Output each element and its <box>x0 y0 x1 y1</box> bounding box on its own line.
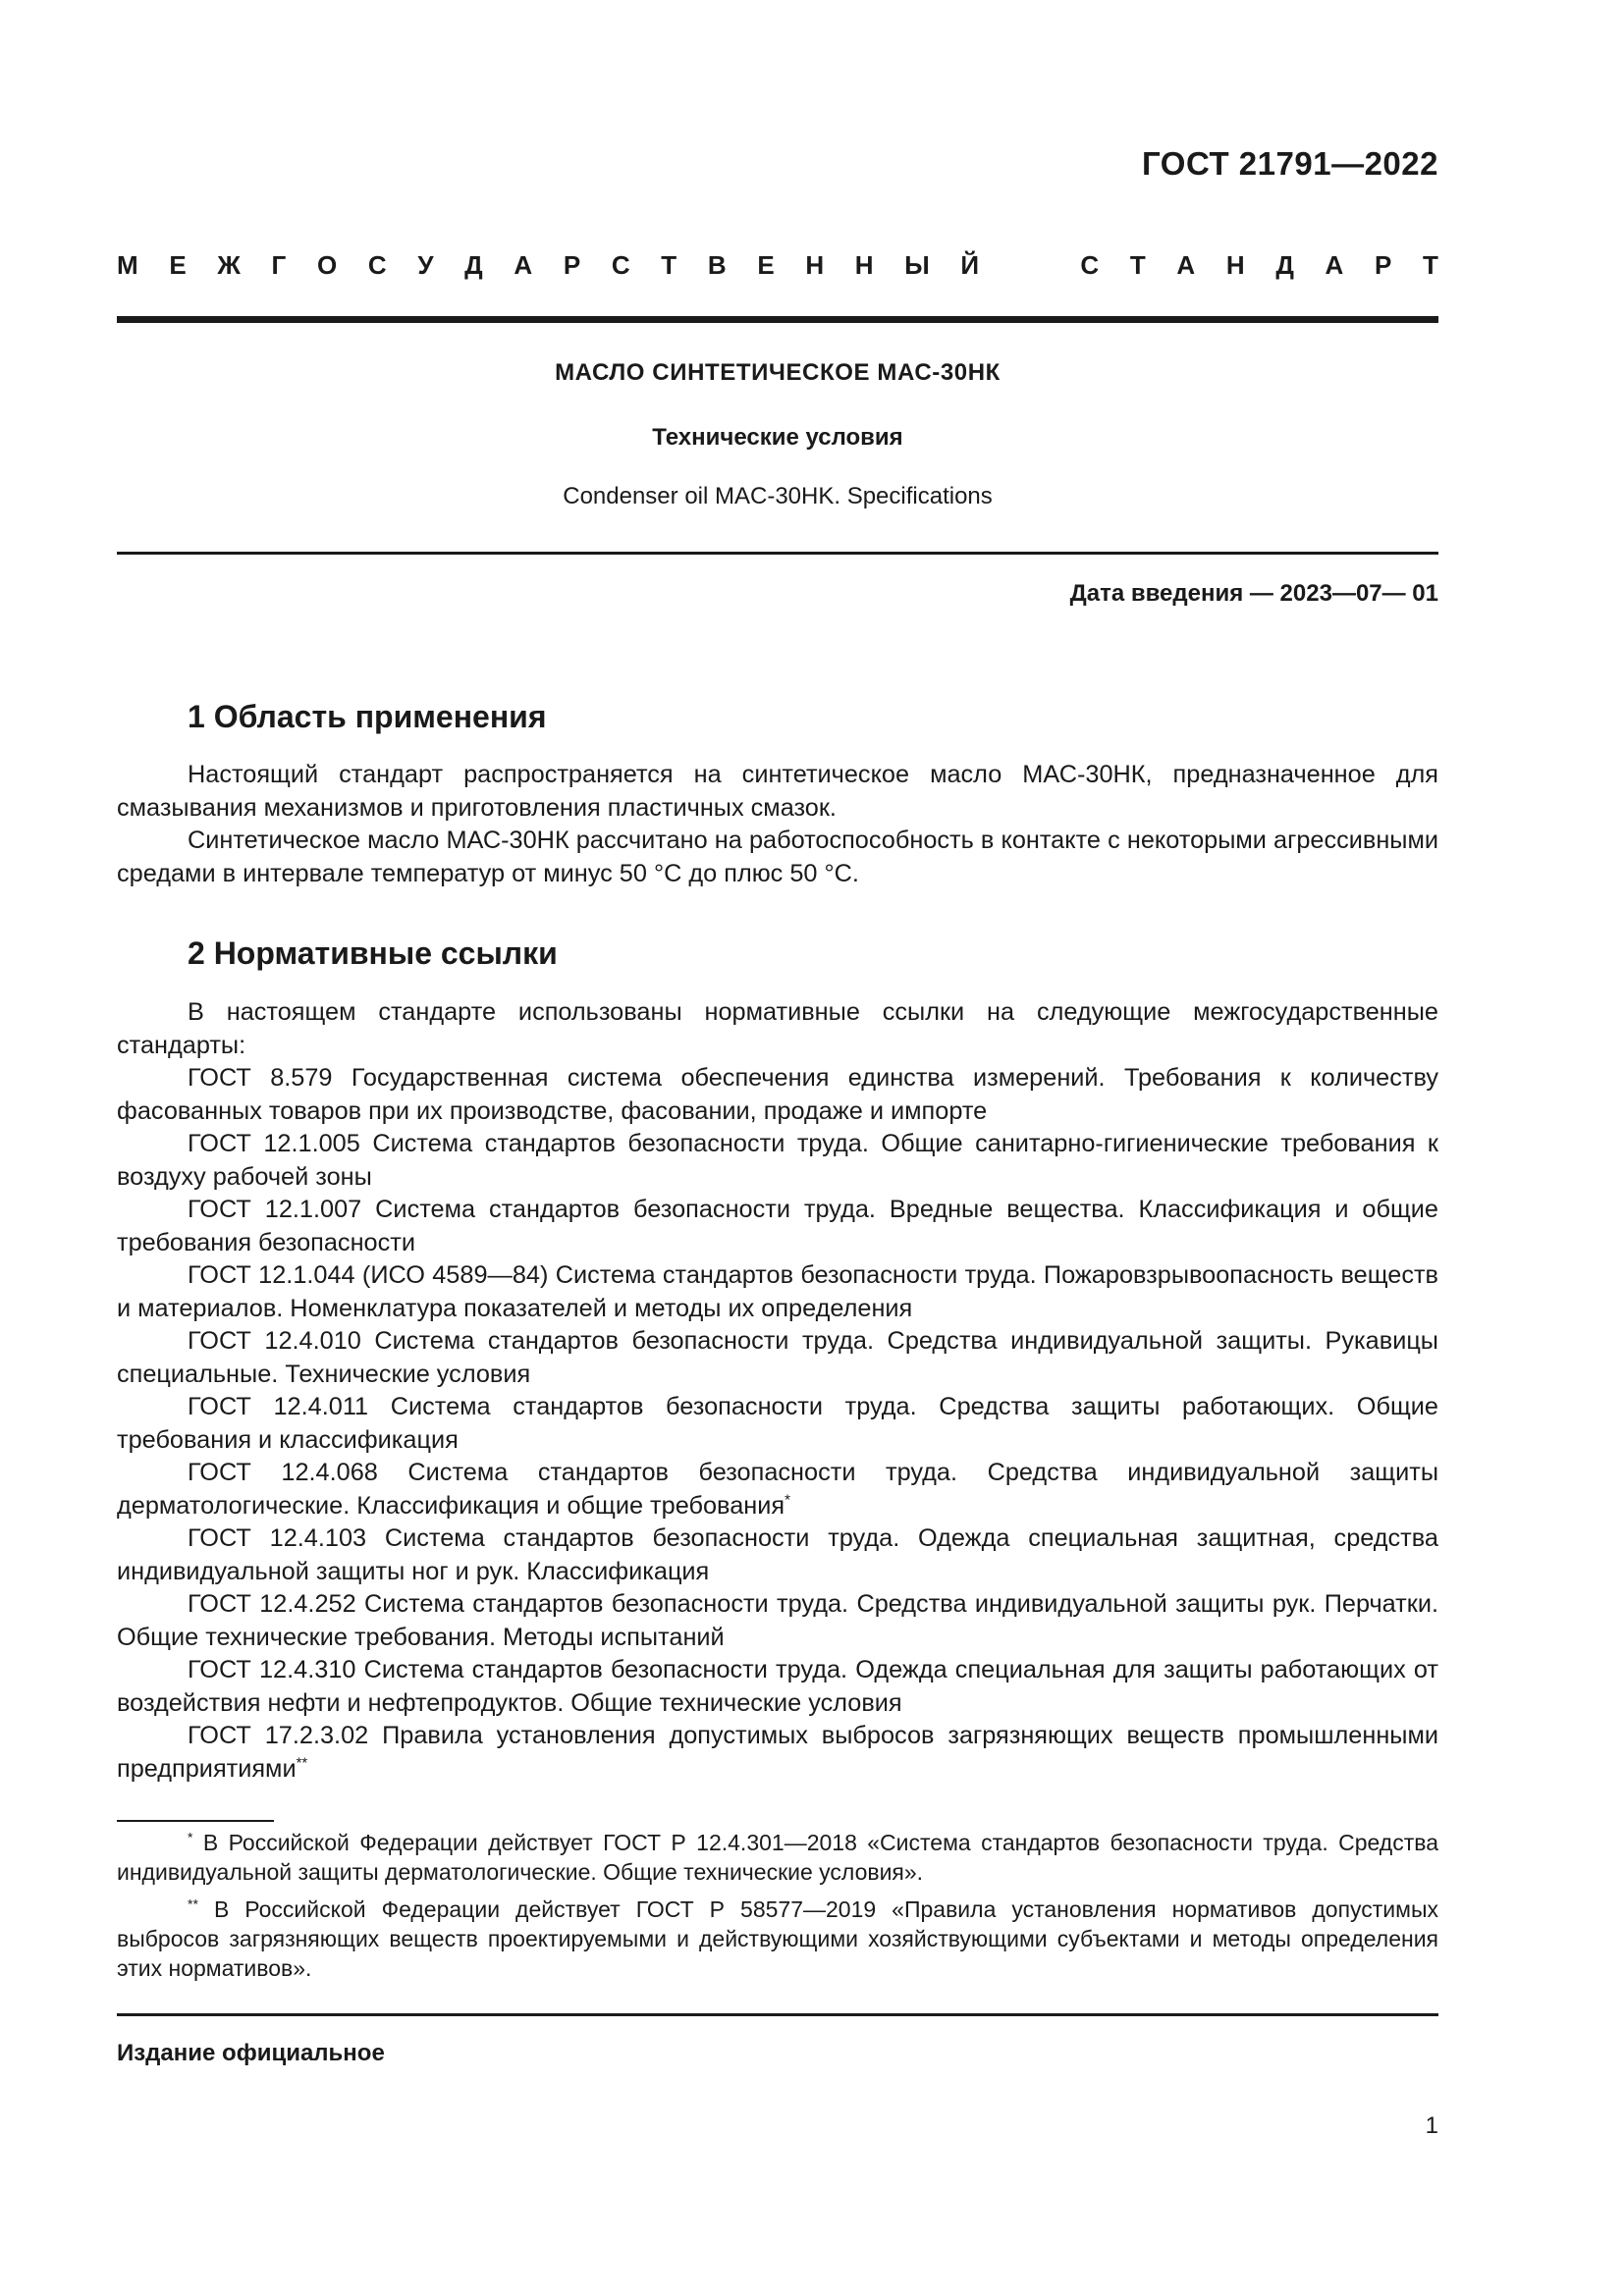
reference-item <box>117 1194 1438 1259</box>
official-edition-label: Издание официальное <box>117 2040 385 2066</box>
header-thick-rule <box>117 316 1438 323</box>
word-gap <box>1010 250 1050 281</box>
standard-type-letter: В <box>707 250 727 280</box>
footnotes <box>117 1828 1438 1991</box>
standard-type-letter: Ж <box>217 250 241 280</box>
reference-item <box>117 1391 1438 1457</box>
paragraph: В настоящем стандарте использованы нормативные ссылки на следующие межгосударственные стандарты: <box>117 998 1438 1059</box>
standard-type-letter: Д <box>464 250 483 280</box>
introduction-date: Дата введения — 2023—07— 01 <box>1069 580 1438 607</box>
footnote <box>117 1895 1438 1983</box>
footnote-separator <box>117 1820 274 1822</box>
standard-type-letter: О <box>316 250 338 280</box>
reference-text: ГОСТ 12.1.005 Система стандартов безопасности труда. Общие санитарно-гигиенические требования к воздуху рабочей зоны <box>117 1130 1438 1191</box>
standard-type-letter: М <box>117 250 138 280</box>
reference-item <box>117 1522 1438 1588</box>
standard-type-letter: Р <box>1374 250 1392 280</box>
footnote-text: В Российской Федерации действует ГОСТ Р 12.4.301—2018 «Система стандартов безопасности труда. Средства индивидуальной защиты дерматологические. Общие технические условия». <box>117 1830 1439 1885</box>
standard-type-letter: Е <box>757 250 775 280</box>
document-number: ГОСТ 21791—2022 <box>1142 145 1438 182</box>
section-1-body <box>117 759 1438 890</box>
standard-type-letter: Т <box>1129 250 1146 280</box>
reference-item <box>117 1128 1438 1194</box>
reference-text: ГОСТ 12.4.068 Система стандартов безопасности труда. Средства индивидуальной защиты дерматологические. Классификация и общие требования <box>117 1459 1438 1520</box>
reference-item <box>117 1457 1438 1522</box>
standard-type-letter: С <box>1080 250 1100 280</box>
standard-type-letter: Н <box>805 250 825 280</box>
reference-text: ГОСТ 12.4.252 Система стандартов безопасности труда. Средства индивидуальной защиты рук. Перчатки. Общие технические требования. Методы испытаний <box>117 1590 1438 1651</box>
footnote-marker: * <box>188 1829 193 1845</box>
standard-type-letter: А <box>1176 250 1196 280</box>
reference-item <box>117 1325 1438 1391</box>
standard-type-heading <box>117 250 1438 281</box>
standard-type-letter: Е <box>169 250 187 280</box>
document-title: МАСЛО СИНТЕТИЧЕСКОЕ МАС-30НК <box>555 359 1001 386</box>
standard-type-letter: С <box>611 250 630 280</box>
reference-text: ГОСТ 17.2.3.02 Правила установления допустимых выбросов загрязняющих веществ промышленными предприятиями <box>117 1722 1438 1783</box>
reference-text: ГОСТ 12.1.044 (ИСО 4589—84) Система стандартов безопасности труда. Пожаровзрывоопасность веществ и материалов. Номенклатура показателей и методы их определения <box>117 1261 1438 1322</box>
standard-type-letter: Т <box>661 250 677 280</box>
reference-text: ГОСТ 8.579 Государственная система обеспечения единства измерений. Требования к количеству фасованных товаров при их производстве, фасовании, продаже и импорте <box>117 1064 1438 1125</box>
footnote-text: В Российской Федерации действует ГОСТ Р 58577—2019 «Правила установления нормативов допустимых выбросов загрязняющих веществ проектируемыми и действующими хозяйствующими субъектами и методы определения этих нормативов». <box>117 1896 1438 1981</box>
standard-type-letter: Н <box>1225 250 1245 280</box>
section-1-heading: 1 Область применения <box>188 699 547 734</box>
reference-text: ГОСТ 12.4.010 Система стандартов безопасности труда. Средства индивидуальной защиты. Рукавицы специальные. Технические условия <box>117 1327 1438 1388</box>
reference-item <box>117 1062 1438 1128</box>
paragraph: Настоящий стандарт распространяется на синтетическое масло МАС-30НК, предназначенное для смазывания механизмов и приготовления пластичных смазок. <box>117 761 1438 822</box>
reference-item <box>117 1720 1438 1786</box>
standard-type-letter: Р <box>563 250 581 280</box>
document-title-english: Condenser oil MAC-30HK. Specifications <box>563 483 993 509</box>
standard-type-letter: Т <box>1423 250 1438 280</box>
page-number: 1 <box>1425 2112 1438 2139</box>
footnote <box>117 1828 1438 1887</box>
section-2-body <box>117 996 1438 1786</box>
reference-item <box>117 1654 1438 1720</box>
standard-type-letter: Д <box>1275 250 1294 280</box>
standard-type-letter: С <box>367 250 387 280</box>
footnote-marker: ** <box>188 1896 198 1912</box>
standard-type-letter: Й <box>960 250 980 280</box>
standard-type-letter: А <box>514 250 533 280</box>
standard-type-letter: Н <box>854 250 874 280</box>
paragraph: Синтетическое масло МАС-30НК рассчитано на работоспособность в контакте с некоторыми агрессивными средами в интервале температур от минус 50 °С до плюс 50 °С. <box>117 827 1438 887</box>
standard-type-letter: У <box>417 250 434 280</box>
reference-item <box>117 1259 1438 1325</box>
reference-text: ГОСТ 12.4.103 Система стандартов безопасности труда. Одежда специальная защитная, средства индивидуальной защиты ног и рук. Классификация <box>117 1524 1438 1585</box>
reference-item <box>117 1588 1438 1654</box>
footnote-marker: ** <box>296 1754 308 1772</box>
title-rule <box>117 552 1438 555</box>
reference-text: ГОСТ 12.4.310 Система стандартов безопасности труда. Одежда специальная для защиты работающих от воздействия нефти и нефтепродуктов. Общие технические условия <box>117 1656 1438 1717</box>
section-2-heading: 2 Нормативные ссылки <box>188 935 558 971</box>
footer-rule <box>117 2013 1438 2016</box>
standard-type-letter: Ы <box>904 250 930 280</box>
standard-type-letter: А <box>1325 250 1344 280</box>
footnote-marker: * <box>785 1491 790 1509</box>
reference-text: ГОСТ 12.4.011 Система стандартов безопасности труда. Средства защиты работающих. Общие требования и классификация <box>117 1393 1438 1454</box>
document-subtitle: Технические условия <box>652 424 903 451</box>
standard-type-letter: Г <box>271 250 287 280</box>
reference-text: ГОСТ 12.1.007 Система стандартов безопасности труда. Вредные вещества. Классификация и общие требования безопасности <box>117 1196 1438 1256</box>
